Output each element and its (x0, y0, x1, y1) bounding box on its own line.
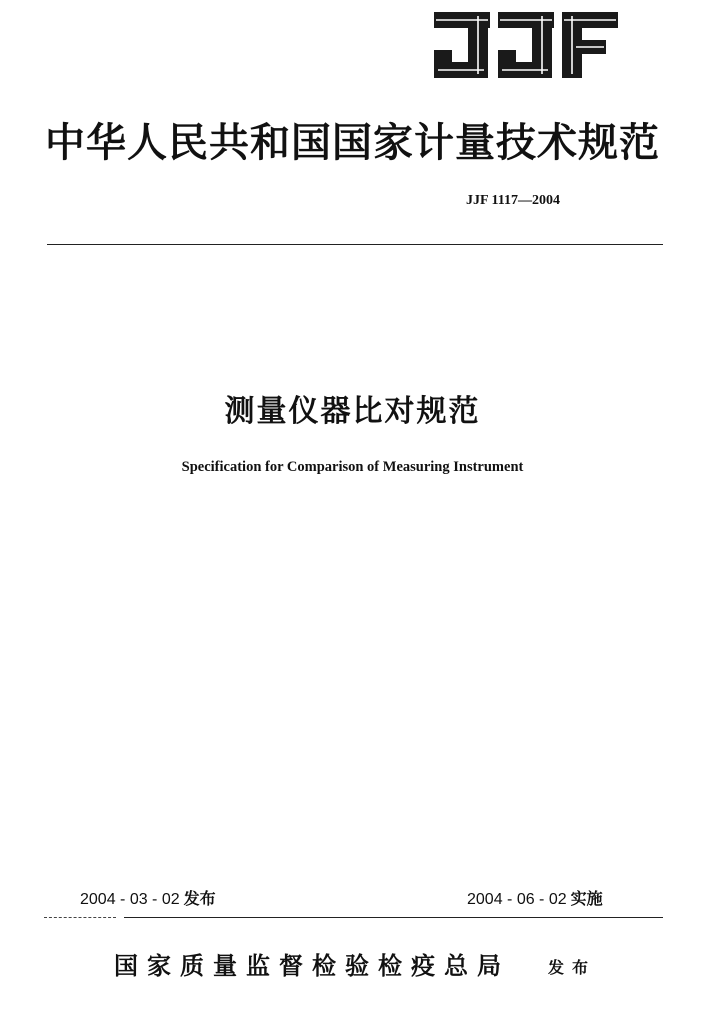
implement-date: 2004 - 06 - 02 (467, 891, 567, 908)
document-title-english: Specification for Comparison of Measuring Instrument (181, 459, 524, 475)
standard-code: JJF 1117—2004 (466, 193, 560, 208)
publisher-action: 发布 (548, 958, 597, 977)
country-standard-title: 中华人民共和国国家计量技术规范 (45, 119, 660, 166)
issue-date-block (80, 889, 216, 910)
jjf-logo (432, 8, 622, 86)
issue-date: 2004 - 03 - 02 (80, 891, 180, 908)
document-title-chinese: 测量仪器比对规范 (224, 394, 481, 429)
implement-date-block (467, 889, 603, 910)
implement-label: 实施 (570, 889, 603, 908)
header-divider (47, 244, 663, 245)
footer-divider (124, 917, 663, 918)
footer-divider-dashed (44, 917, 116, 918)
publisher-name: 国家质量监督检验检疫总局 (114, 951, 510, 980)
issue-label: 发布 (183, 889, 216, 908)
